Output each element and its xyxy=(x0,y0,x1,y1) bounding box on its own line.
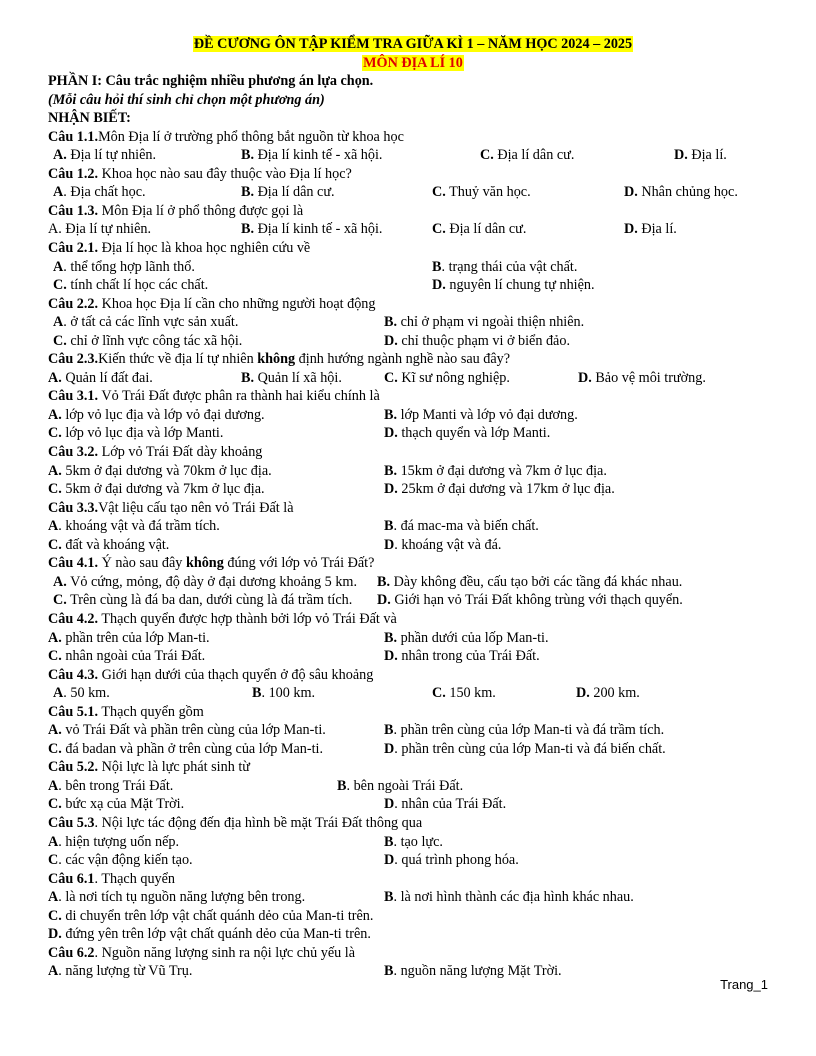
option-letter: D. xyxy=(624,184,638,201)
option-letter: D xyxy=(384,852,395,869)
answer-option[interactable] xyxy=(48,536,169,555)
answer-option[interactable] xyxy=(384,833,443,852)
option-letter: A. xyxy=(48,369,62,386)
answer-option[interactable] xyxy=(384,795,506,814)
doc-subtitle: MÔN ĐỊA LÍ 10 xyxy=(363,54,463,71)
answer-option[interactable] xyxy=(384,647,540,666)
answer-row xyxy=(48,424,778,443)
option-letter: B. xyxy=(384,462,398,479)
option-letter: A. xyxy=(53,573,67,590)
question-number: Câu 6.2 xyxy=(48,944,95,961)
answer-option[interactable] xyxy=(48,629,210,648)
answer-option[interactable] xyxy=(48,907,373,926)
question-text: . Nội lực tác động đến địa hình bề mặt Trái Đất thông qua xyxy=(94,814,423,831)
answer-option[interactable] xyxy=(48,517,220,536)
option-text: đứng yên trên lớp vật chất quánh dẻo của Man-ti trên. xyxy=(61,926,371,943)
option-text: . 100 km. xyxy=(261,685,316,702)
question-number: Câu 1.3. xyxy=(48,202,99,219)
answer-row xyxy=(48,777,778,796)
option-letter: B. xyxy=(241,147,255,164)
question-stem xyxy=(48,814,778,833)
option-text: . là nơi hình thành các địa hình khác nhau. xyxy=(393,889,634,906)
question-text: Giới hạn dưới của thạch quyển ở độ sâu khoảng xyxy=(98,666,374,683)
answer-option[interactable] xyxy=(48,795,184,814)
option-text: Địa lí dân cư. xyxy=(254,184,335,201)
option-text: Địa lí dân cư. xyxy=(493,147,575,164)
answer-option[interactable] xyxy=(377,591,683,610)
instruction: (Mỗi câu hỏi thí sinh chỉ chọn một phương án) xyxy=(48,91,325,108)
answer-option[interactable] xyxy=(53,276,208,295)
question-negation: không xyxy=(185,555,224,572)
option-text: . thể tổng hợp lãnh thổ. xyxy=(63,258,195,275)
answer-option[interactable] xyxy=(384,517,539,536)
question-stem xyxy=(48,703,778,722)
option-text: Thuỷ văn học. xyxy=(445,184,531,201)
option-text: . là nơi tích tụ nguồn năng lượng bên trong. xyxy=(58,889,306,906)
question-number: Câu 4.1. xyxy=(48,555,99,572)
option-letter: C. xyxy=(432,685,446,702)
answer-row xyxy=(48,536,778,555)
answer-option[interactable] xyxy=(53,332,242,351)
question-text: định hướng ngành nghề nào sau đây? xyxy=(295,351,511,368)
answer-option[interactable] xyxy=(48,406,265,425)
option-letter: B xyxy=(337,777,347,794)
question-stem xyxy=(48,554,778,573)
question-number: Câu 3.1. xyxy=(48,388,99,405)
option-letter: A xyxy=(53,258,64,275)
answer-row xyxy=(48,332,778,351)
option-text: Quản lí xã hội. xyxy=(254,369,342,386)
option-letter: C xyxy=(48,852,59,869)
option-text: nhân trong của Trái Đất. xyxy=(397,648,540,665)
answer-row xyxy=(48,258,778,277)
question-number: Câu 2.2. xyxy=(48,295,99,312)
option-letter: B xyxy=(384,889,394,906)
option-text: nhân ngoài của Trái Đất. xyxy=(61,648,206,665)
option-letter: A xyxy=(48,963,59,980)
option-text: 5km ở đại dương và 7km ở lục địa. xyxy=(61,481,265,498)
answer-option[interactable] xyxy=(384,888,634,907)
option-letter: C. xyxy=(48,536,62,553)
option-letter: C. xyxy=(48,907,62,924)
answer-option[interactable] xyxy=(384,480,615,499)
option-text: Địa lí. xyxy=(687,147,727,164)
answer-row xyxy=(48,369,778,388)
option-letter: B xyxy=(384,963,394,980)
question-number: Câu 4.2. xyxy=(48,610,99,627)
option-letter: C. xyxy=(53,592,67,609)
answer-option[interactable] xyxy=(53,684,110,703)
option-letter: A. xyxy=(48,722,62,739)
option-letter: D xyxy=(384,796,395,813)
answer-option[interactable] xyxy=(241,183,335,202)
option-text: tính chất lí học các chất. xyxy=(66,277,209,294)
question-stem xyxy=(48,758,778,777)
doc-title-line xyxy=(48,35,778,54)
option-letter: C. xyxy=(48,425,62,442)
option-letter: C. xyxy=(53,332,67,349)
option-letter: D. xyxy=(578,369,592,386)
question-stem xyxy=(48,202,778,221)
question-text: Vỏ Trái Đất được phân ra thành hai kiểu chính là xyxy=(98,388,380,405)
option-text: . phần trên cùng của lớp Man-ti và đá trầm tích. xyxy=(393,722,665,739)
option-letter: B xyxy=(384,722,394,739)
option-letter: A xyxy=(48,833,59,850)
option-text: . quá trình phong hóa. xyxy=(394,852,519,869)
answer-row xyxy=(48,313,778,332)
page-number: Trang_1 xyxy=(720,977,768,992)
option-text: . trạng thái của vật chất. xyxy=(441,258,578,275)
option-text: lớp vỏ lục địa và lớp Manti. xyxy=(61,425,224,442)
option-text: Trên cùng là đá ba dan, dưới cùng là đá trầm tích. xyxy=(66,592,353,609)
option-letter: D xyxy=(384,536,395,553)
option-text: . các vận động kiến tạo. xyxy=(58,852,193,869)
answer-option[interactable] xyxy=(384,740,666,759)
answer-option[interactable] xyxy=(432,258,577,277)
question-text: Môn Địa lí ở trường phổ thông bắt nguồn từ khoa học xyxy=(98,128,404,145)
option-letter: B. xyxy=(384,314,398,331)
option-letter: B xyxy=(252,685,262,702)
question-stem xyxy=(48,610,778,629)
question-text: Lớp vỏ Trái Đất dày khoảng xyxy=(98,444,263,461)
option-letter: C. xyxy=(48,740,62,757)
document-page xyxy=(48,35,778,981)
question-text: Kiến thức về địa lí tự nhiên xyxy=(98,351,258,368)
answer-option[interactable] xyxy=(384,406,578,425)
answer-row xyxy=(48,925,778,944)
option-text: thạch quyển và lớp Manti. xyxy=(397,425,551,442)
answer-row xyxy=(48,684,778,703)
option-letter: C. xyxy=(480,147,494,164)
question-text: Thạch quyển được hợp thành bởi lớp vỏ Trái Đất và xyxy=(98,610,397,627)
answer-row xyxy=(48,721,778,740)
answer-option[interactable] xyxy=(432,276,595,295)
answer-option[interactable] xyxy=(48,833,179,852)
option-letter: D. xyxy=(674,147,688,164)
option-letter: D. xyxy=(432,277,446,294)
question-text: Ý nào sau đây xyxy=(98,555,186,572)
answer-option[interactable] xyxy=(48,424,223,443)
answer-row xyxy=(48,276,778,295)
answer-option[interactable] xyxy=(432,220,526,239)
answer-option[interactable] xyxy=(674,146,727,165)
level-heading: NHẬN BIẾT: xyxy=(48,110,131,127)
option-text: . tạo lực. xyxy=(393,833,443,850)
answer-row xyxy=(48,517,778,536)
option-text: đất và khoáng vật. xyxy=(61,536,170,553)
option-letter: D. xyxy=(576,685,590,702)
answer-option[interactable] xyxy=(53,573,357,592)
answer-option[interactable] xyxy=(384,851,519,870)
answer-option[interactable] xyxy=(53,258,195,277)
option-letter: C. xyxy=(48,481,62,498)
question-number: Câu 2.1. xyxy=(48,240,99,257)
option-letter: C. xyxy=(384,369,398,386)
answer-option[interactable] xyxy=(48,888,305,907)
option-letter: D. xyxy=(384,332,398,349)
question-stem xyxy=(48,295,778,314)
option-text: Địa lí tự nhiên. xyxy=(66,147,157,164)
question-number: Câu 5.1. xyxy=(48,703,99,720)
answer-option[interactable] xyxy=(48,962,192,981)
question-text: Thạch quyển gồm xyxy=(98,703,204,720)
option-letter: D. xyxy=(377,592,391,609)
option-text: Vỏ cứng, mỏng, độ dày ở đại dương khoảng 5 km. xyxy=(66,573,357,590)
option-text: . 50 km. xyxy=(63,685,110,702)
option-text: . nguồn năng lượng Mặt Trời. xyxy=(393,963,562,980)
answer-option[interactable] xyxy=(241,369,342,388)
question-number: Câu 1.2. xyxy=(48,165,99,182)
option-text: Bảo vệ môi trường. xyxy=(591,369,706,386)
answer-option[interactable] xyxy=(384,721,664,740)
option-letter: C. xyxy=(432,184,446,201)
answer-option[interactable] xyxy=(624,220,677,239)
option-text: phần trên của lớp Man-ti. xyxy=(61,629,210,646)
answer-option[interactable] xyxy=(384,313,584,332)
question-stem xyxy=(48,499,778,518)
answer-option[interactable] xyxy=(384,369,510,388)
question-stem xyxy=(48,128,778,147)
answer-option[interactable] xyxy=(384,332,570,351)
question-list xyxy=(48,128,778,981)
answer-row xyxy=(48,962,778,981)
answer-option[interactable] xyxy=(53,146,156,165)
answer-option[interactable] xyxy=(48,925,371,944)
question-text: đúng với lớp vỏ Trái Đất? xyxy=(223,555,375,572)
option-letter: D xyxy=(384,740,395,757)
option-letter: A xyxy=(48,518,59,535)
answer-option[interactable] xyxy=(48,480,265,499)
option-letter: B. xyxy=(384,406,398,423)
answer-row xyxy=(48,907,778,926)
option-letter: B xyxy=(384,518,394,535)
answer-option[interactable] xyxy=(48,740,323,759)
option-letter: A xyxy=(53,184,64,201)
question-negation: không xyxy=(257,351,296,368)
option-text: đá badan và phần ở trên cùng của lớp Man-ti. xyxy=(61,740,324,757)
option-text: . năng lượng từ Vũ Trụ. xyxy=(58,963,193,980)
answer-option[interactable] xyxy=(384,629,549,648)
question-text: Khoa học nào sau đây thuộc vào Địa lí học? xyxy=(98,165,352,182)
question-text: Vật liệu cấu tạo nên vỏ Trái Đất là xyxy=(98,499,294,516)
question-stem xyxy=(48,944,778,963)
option-letter: A. xyxy=(53,147,67,164)
option-text: . nhân của Trái Đất. xyxy=(394,796,507,813)
answer-row xyxy=(48,220,778,239)
answer-option[interactable] xyxy=(432,684,496,703)
answer-row xyxy=(48,591,778,610)
answer-row xyxy=(48,146,778,165)
answer-option[interactable] xyxy=(48,777,173,796)
option-letter: A xyxy=(48,889,59,906)
answer-option[interactable] xyxy=(241,146,382,165)
option-text: chỉ ở lĩnh vực công tác xã hội. xyxy=(66,332,243,349)
option-letter: B xyxy=(432,258,442,275)
option-text: chỉ ở phạm vi ngoài thiện nhiên. xyxy=(397,314,585,331)
option-letter: A. xyxy=(48,462,62,479)
answer-row xyxy=(48,573,778,592)
option-text: . ở tất cả các lĩnh vực sản xuất. xyxy=(63,314,239,331)
answer-option[interactable] xyxy=(48,851,193,870)
answer-option[interactable] xyxy=(53,183,146,202)
question-stem xyxy=(48,350,778,369)
option-letter: A xyxy=(48,777,59,794)
option-text: Nhân chủng học. xyxy=(637,184,738,201)
option-letter: A. xyxy=(48,629,62,646)
option-letter: D. xyxy=(384,648,398,665)
option-letter: B. xyxy=(241,184,255,201)
option-text: phần dưới của lốp Man-ti. xyxy=(397,629,549,646)
question-text: . Nguồn năng lượng sinh ra nội lực chủ yếu là xyxy=(94,944,355,961)
question-text: Khoa học Địa lí cần cho những người hoạt động xyxy=(98,295,376,312)
answer-row xyxy=(48,833,778,852)
option-text: 5km ở đại dương và 70km ở lục địa. xyxy=(61,462,272,479)
option-letter: B. xyxy=(241,221,255,238)
option-text: . bên trong Trái Đất. xyxy=(58,777,174,794)
option-letter: B. xyxy=(384,629,398,646)
option-text: . phần trên cùng của lớp Man-ti và đá biến chất. xyxy=(394,740,666,757)
question-stem xyxy=(48,666,778,685)
option-text: chỉ thuộc phạm vi ở biển đảo. xyxy=(397,332,570,349)
question-text: Nội lực là lực phát sinh từ xyxy=(98,759,250,776)
option-text: 200 km. xyxy=(589,685,640,702)
option-letter: C. xyxy=(53,277,67,294)
answer-option[interactable] xyxy=(384,424,550,443)
option-text: lớp vỏ lục địa và lớp vỏ đại dương. xyxy=(61,406,265,423)
answer-row xyxy=(48,183,778,202)
option-letter: D. xyxy=(624,221,638,238)
answer-option[interactable] xyxy=(432,183,531,202)
question-stem xyxy=(48,165,778,184)
answer-option[interactable] xyxy=(48,462,272,481)
answer-option[interactable] xyxy=(53,591,352,610)
question-number: Câu 3.3. xyxy=(48,499,99,516)
option-letter: D. xyxy=(48,926,62,943)
answer-row xyxy=(48,462,778,481)
part-heading: PHẦN I: Câu trắc nghiệm nhiều phương án lựa chọn. xyxy=(48,73,374,90)
doc-subtitle-line xyxy=(48,54,778,73)
option-text: Địa lí kinh tế - xã hội. xyxy=(254,147,383,164)
option-text: A. Địa lí tự nhiên. xyxy=(48,221,152,238)
answer-row xyxy=(48,647,778,666)
option-letter: B xyxy=(384,833,394,850)
answer-row xyxy=(48,629,778,648)
answer-option[interactable] xyxy=(53,313,238,332)
question-number: Câu 2.3. xyxy=(48,351,99,368)
option-text: . khoáng vật và đá trầm tích. xyxy=(58,518,220,535)
answer-option[interactable] xyxy=(241,220,382,239)
option-text: lớp Manti và lớp vỏ đại dương. xyxy=(397,406,578,423)
option-text: . khoáng vật và đá. xyxy=(394,536,502,553)
question-stem xyxy=(48,387,778,406)
question-stem xyxy=(48,443,778,462)
option-text: Địa lí kinh tế - xã hội. xyxy=(254,221,383,238)
question-text: Địa lí học là khoa học nghiên cứu về xyxy=(98,240,311,257)
question-number: Câu 4.3. xyxy=(48,666,99,683)
option-letter: C. xyxy=(48,796,62,813)
answer-option[interactable] xyxy=(48,369,153,388)
question-stem xyxy=(48,870,778,889)
option-text: di chuyển trên lớp vật chất quánh dẻo của Man-ti trên. xyxy=(61,907,374,924)
option-text: . đá mac-ma và biến chất. xyxy=(393,518,539,535)
option-text: vỏ Trái Đất và phần trên cùng của lớp Man-ti. xyxy=(61,722,326,739)
answer-option[interactable] xyxy=(384,462,607,481)
option-letter: A xyxy=(53,314,64,331)
answer-row xyxy=(48,795,778,814)
option-text: Quản lí đất đai. xyxy=(61,369,153,386)
answer-option[interactable] xyxy=(377,573,682,592)
option-text: . bên ngoài Trái Đất. xyxy=(346,777,464,794)
option-text: Địa lí. xyxy=(637,221,677,238)
answer-option[interactable] xyxy=(48,220,151,239)
answer-option[interactable] xyxy=(48,647,205,666)
option-text: . Địa chất học. xyxy=(63,184,146,201)
answer-option[interactable] xyxy=(384,536,501,555)
answer-row xyxy=(48,480,778,499)
option-text: 25km ở đại dương và 17km ở lục địa. xyxy=(397,481,615,498)
answer-option[interactable] xyxy=(576,684,640,703)
option-text: 150 km. xyxy=(445,685,496,702)
answer-option[interactable] xyxy=(337,777,463,796)
option-text: bức xạ của Mặt Trời. xyxy=(61,796,185,813)
option-text: 15km ở đại dương và 7km ở lục địa. xyxy=(397,462,607,479)
doc-title: ĐỀ CƯƠNG ÔN TẬP KIỂM TRA GIỮA KÌ 1 – NĂM HỌC 2024 – 2025 xyxy=(193,36,633,52)
answer-row xyxy=(48,740,778,759)
option-text: Địa lí dân cư. xyxy=(445,221,527,238)
answer-option[interactable] xyxy=(480,146,574,165)
question-number: Câu 6.1 xyxy=(48,870,95,887)
question-number: Câu 1.1. xyxy=(48,128,99,145)
answer-option[interactable] xyxy=(384,962,562,981)
answer-option[interactable] xyxy=(252,684,315,703)
option-text: . hiện tượng uốn nếp. xyxy=(58,833,180,850)
option-letter: D. xyxy=(384,481,398,498)
option-text: nguyên lí chung tự nhiện. xyxy=(445,277,595,294)
option-letter: A xyxy=(53,685,64,702)
question-text: . Thạch quyển xyxy=(94,870,176,887)
answer-row xyxy=(48,888,778,907)
option-letter: B. xyxy=(241,369,255,386)
question-number: Câu 3.2. xyxy=(48,444,99,461)
question-number: Câu 5.2. xyxy=(48,759,99,776)
option-text: Dày không đều, cấu tạo bởi các tầng đá khác nhau. xyxy=(390,573,683,590)
question-stem xyxy=(48,239,778,258)
question-number: Câu 5.3 xyxy=(48,814,95,831)
option-letter: D. xyxy=(384,425,398,442)
answer-option[interactable] xyxy=(48,721,326,740)
answer-row xyxy=(48,406,778,425)
question-text: Môn Địa lí ở phổ thông được gọi là xyxy=(98,202,304,219)
answer-option[interactable] xyxy=(624,183,738,202)
answer-option[interactable] xyxy=(578,369,706,388)
option-text: Kĩ sư nông nghiệp. xyxy=(397,369,510,386)
answer-row xyxy=(48,851,778,870)
option-letter: C. xyxy=(48,648,62,665)
option-letter: C. xyxy=(432,221,446,238)
option-letter: A. xyxy=(48,406,62,423)
option-letter: B. xyxy=(377,573,391,590)
option-text: Giới hạn vỏ Trái Đất không trùng với thạch quyển. xyxy=(390,592,683,609)
